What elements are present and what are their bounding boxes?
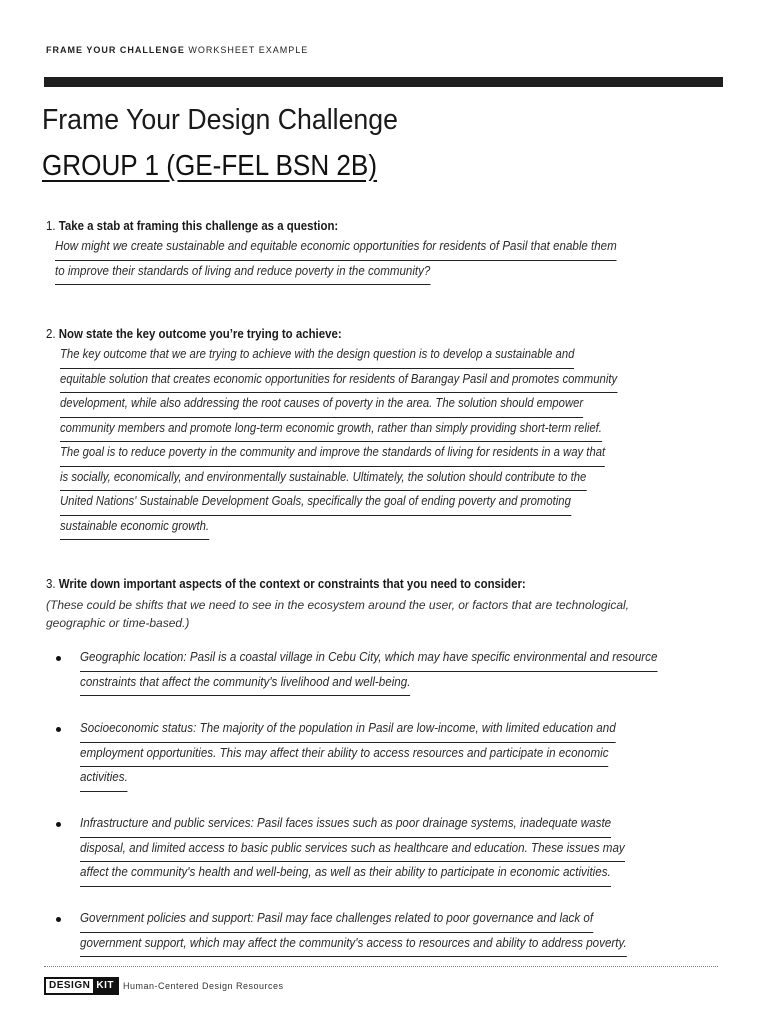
answer-line: disposal, and limited access to basic public services such as healthcare and education. These issues may: [80, 838, 625, 863]
logo-design-text: DESIGN: [46, 979, 93, 993]
answer-line: affect the community's health and well-being, as well as their ability to participate in economic activities.: [80, 862, 611, 887]
footer-text: Human-Centered Design Resources: [122, 981, 284, 991]
question-3-number: 3.: [46, 576, 56, 591]
answer-line: Government policies and support: Pasil may face challenges related to poor governance and lack of: [80, 908, 593, 933]
question-1-text: Take a stab at framing this challenge as a question:: [58, 218, 339, 233]
answer-line: United Nations' Sustainable Development Goals, specifically the goal of ending poverty and promoting: [60, 491, 571, 516]
answer-line: is socially, economically, and environmentally sustainable. Ultimately, the solution should contribute to the: [60, 467, 586, 492]
question-2-answer: [60, 344, 617, 540]
answer-line: government support, which may affect the community's access to resources and ability to address poverty.: [80, 933, 627, 958]
header-rest: WORKSHEET EXAMPLE: [188, 45, 309, 55]
question-2-number: 2.: [46, 326, 56, 341]
footer-divider: [44, 966, 718, 967]
logo-kit-text: KIT: [93, 979, 117, 993]
question-2-text: Now state the key outcome you’re trying to achieve:: [58, 326, 342, 341]
answer-line: Socioeconomic status: The majority of the population in Pasil are low-income, with limited education and: [80, 718, 616, 743]
top-rule: [44, 77, 723, 87]
question-1-label: [46, 218, 338, 233]
answer-line: development, while also addressing the root causes of poverty in the area. The solution should empower: [60, 393, 583, 418]
answer-line: Geographic location: Pasil is a coastal village in Cebu City, which may have specific environmental and resource: [80, 647, 657, 672]
answer-line: The key outcome that we are trying to achieve with the design question is to develop a sustainable and: [60, 344, 574, 369]
list-item-text: [80, 813, 625, 887]
answer-line: Infrastructure and public services: Pasil faces issues such as poor drainage systems, inadequate waste: [80, 813, 611, 838]
answer-line: constraints that affect the community's livelihood and well-being.: [80, 672, 410, 697]
question-1-answer: [55, 236, 617, 285]
answer-line: activities.: [80, 767, 128, 792]
list-item-text: [80, 647, 657, 696]
bullet-dot: [56, 822, 61, 827]
answer-line: How might we create sustainable and equitable economic opportunities for residents of Pasil that enable them: [55, 236, 617, 261]
question-2-label: [46, 326, 342, 341]
answer-line: to improve their standards of living and reduce poverty in the community?: [55, 261, 430, 286]
header-bold: FRAME YOUR CHALLENGE: [46, 45, 185, 55]
list-item-text: [80, 718, 616, 792]
footer: [44, 977, 284, 995]
question-3-text: Write down important aspects of the context or constraints that you need to consider:: [58, 576, 526, 591]
answer-line: sustainable economic growth.: [60, 516, 209, 541]
bullet-dot: [56, 656, 61, 661]
bullet-dot: [56, 917, 61, 922]
answer-line: equitable solution that creates economic opportunities for residents of Barangay Pasil and promotes community: [60, 369, 617, 394]
question-3-label: [46, 576, 526, 591]
answer-line: employment opportunities. This may affect their ability to access resources and participate in economic: [80, 743, 609, 768]
question-1-number: 1.: [46, 218, 56, 233]
page-title: Frame Your Design Challenge: [42, 104, 398, 136]
bullet-dot: [56, 727, 61, 732]
answer-line: community members and promote long-term economic growth, rather than simply providing short-term relief.: [60, 418, 602, 443]
worksheet-header: [46, 45, 308, 55]
design-kit-logo: [44, 977, 119, 995]
list-item-text: [80, 908, 627, 957]
answer-line: The goal is to reduce poverty in the community and improve the standards of living for residents in a way that: [60, 442, 605, 467]
question-3-note: (These could be shifts that we need to see in the ecosystem around the user, or factors that are technological, geographic or time-based.): [46, 598, 630, 630]
group-heading: GROUP 1 (GE-FEL BSN 2B): [42, 150, 378, 182]
